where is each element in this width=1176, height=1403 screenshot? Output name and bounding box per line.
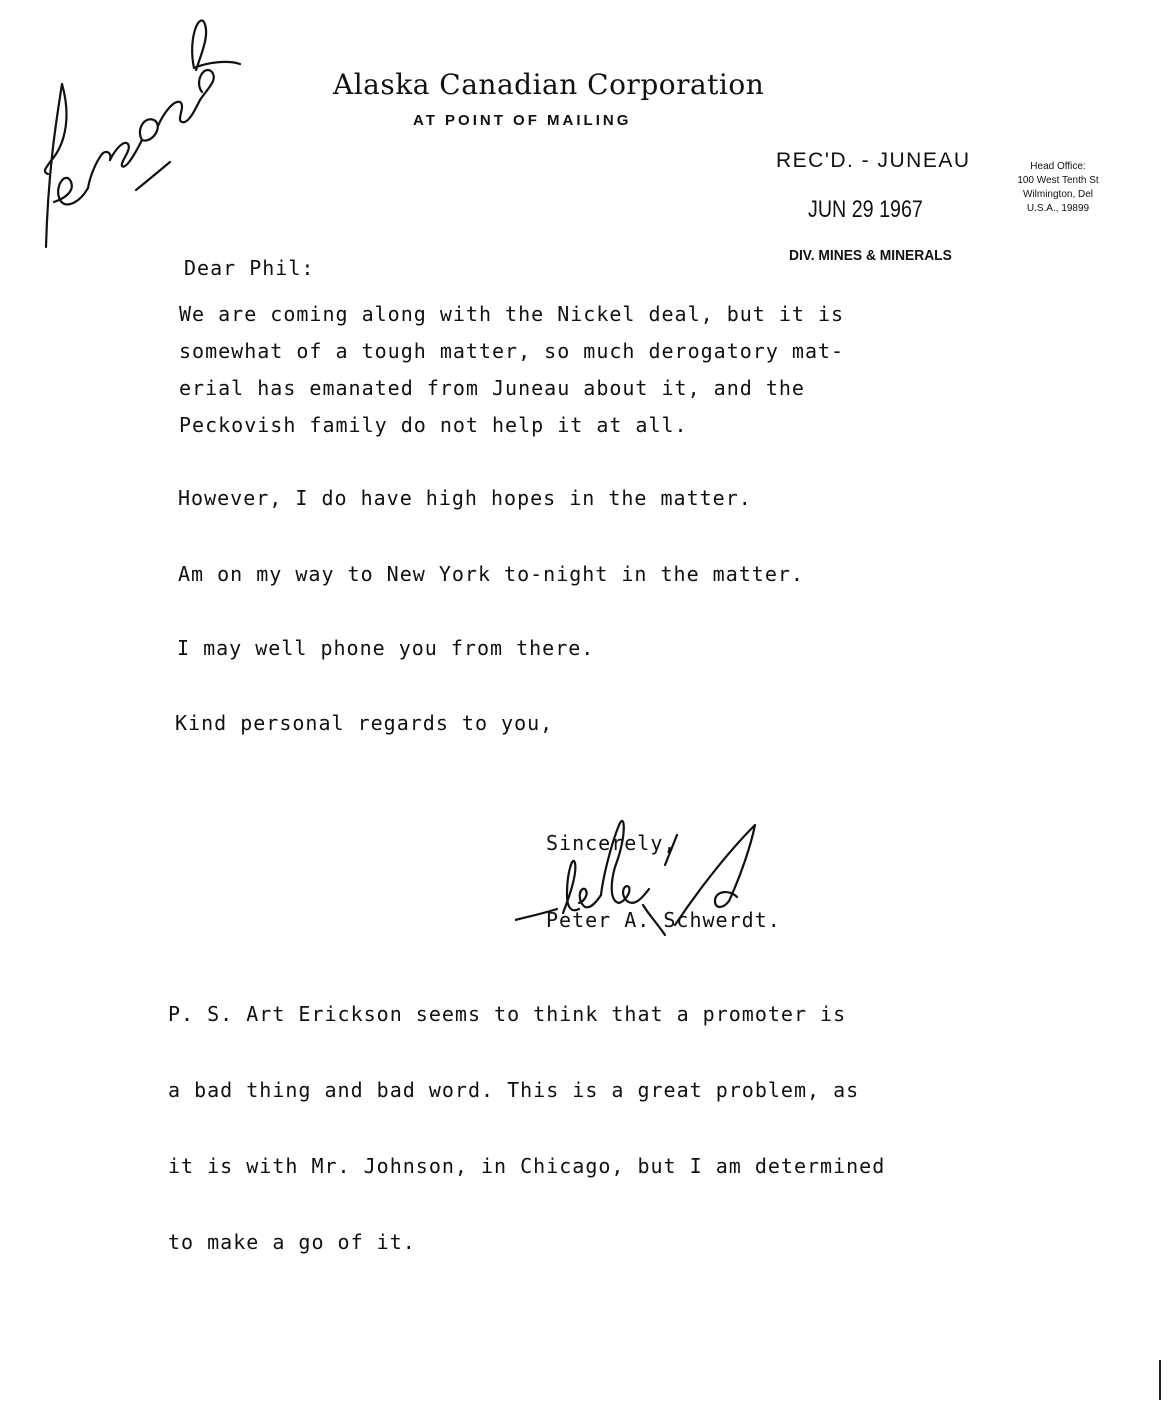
company-name: Alaska Canadian Corporation <box>333 68 765 101</box>
scan-edge-mark <box>1159 1360 1161 1400</box>
head-office-address <box>988 160 1128 216</box>
handwritten-signature <box>515 805 775 945</box>
paragraph-line: We are coming along with the Nickel deal, but it is <box>179 302 845 326</box>
paragraph-line: erial has emanated from Juneau about it, and the <box>179 376 805 400</box>
postscript <box>168 976 885 1280</box>
letterhead-subtitle: AT POINT OF MAILING <box>413 112 632 129</box>
head-office-label: Head Office: <box>1030 161 1086 172</box>
head-office-country: U.S.A., 19899 <box>1026 203 1090 214</box>
salutation: Dear Phil: <box>184 256 315 280</box>
received-stamp-division: DIV. MINES & MINERALS <box>789 247 952 264</box>
postscript-line: it is with Mr. Johnson, in Chicago, but I am determined <box>168 1154 886 1178</box>
paragraph-line: Peckovish family do not help it at all. <box>179 413 688 437</box>
handwritten-personal-annotation <box>18 12 248 262</box>
postscript-line: P. S. Art Erickson seems to think that a promoter is <box>168 1002 847 1026</box>
closing: Sincerely, <box>546 831 677 855</box>
paragraph-2: However, I do have high hopes in the matter. <box>178 486 752 510</box>
signer-name: Peter A. Schwerdt. <box>546 908 781 932</box>
head-office-city: Wilmington, Del <box>1022 189 1094 200</box>
head-office-street: 100 West Tenth St <box>1017 175 1099 186</box>
received-stamp: REC'D. - JUNEAU <box>776 149 971 172</box>
received-stamp-date: JUN 29 1967 <box>808 196 923 223</box>
paragraph-5: Kind personal regards to you, <box>175 711 554 735</box>
postscript-line: a bad thing and bad word. This is a great problem, as <box>168 1078 860 1102</box>
paragraph-3: Am on my way to New York to-night in the matter. <box>178 562 804 586</box>
paragraph-line: somewhat of a tough matter, so much derogatory mat- <box>179 339 845 363</box>
paragraph-4: I may well phone you from there. <box>177 636 595 660</box>
paragraph-1 <box>179 296 844 444</box>
postscript-line: to make a go of it. <box>168 1230 416 1254</box>
